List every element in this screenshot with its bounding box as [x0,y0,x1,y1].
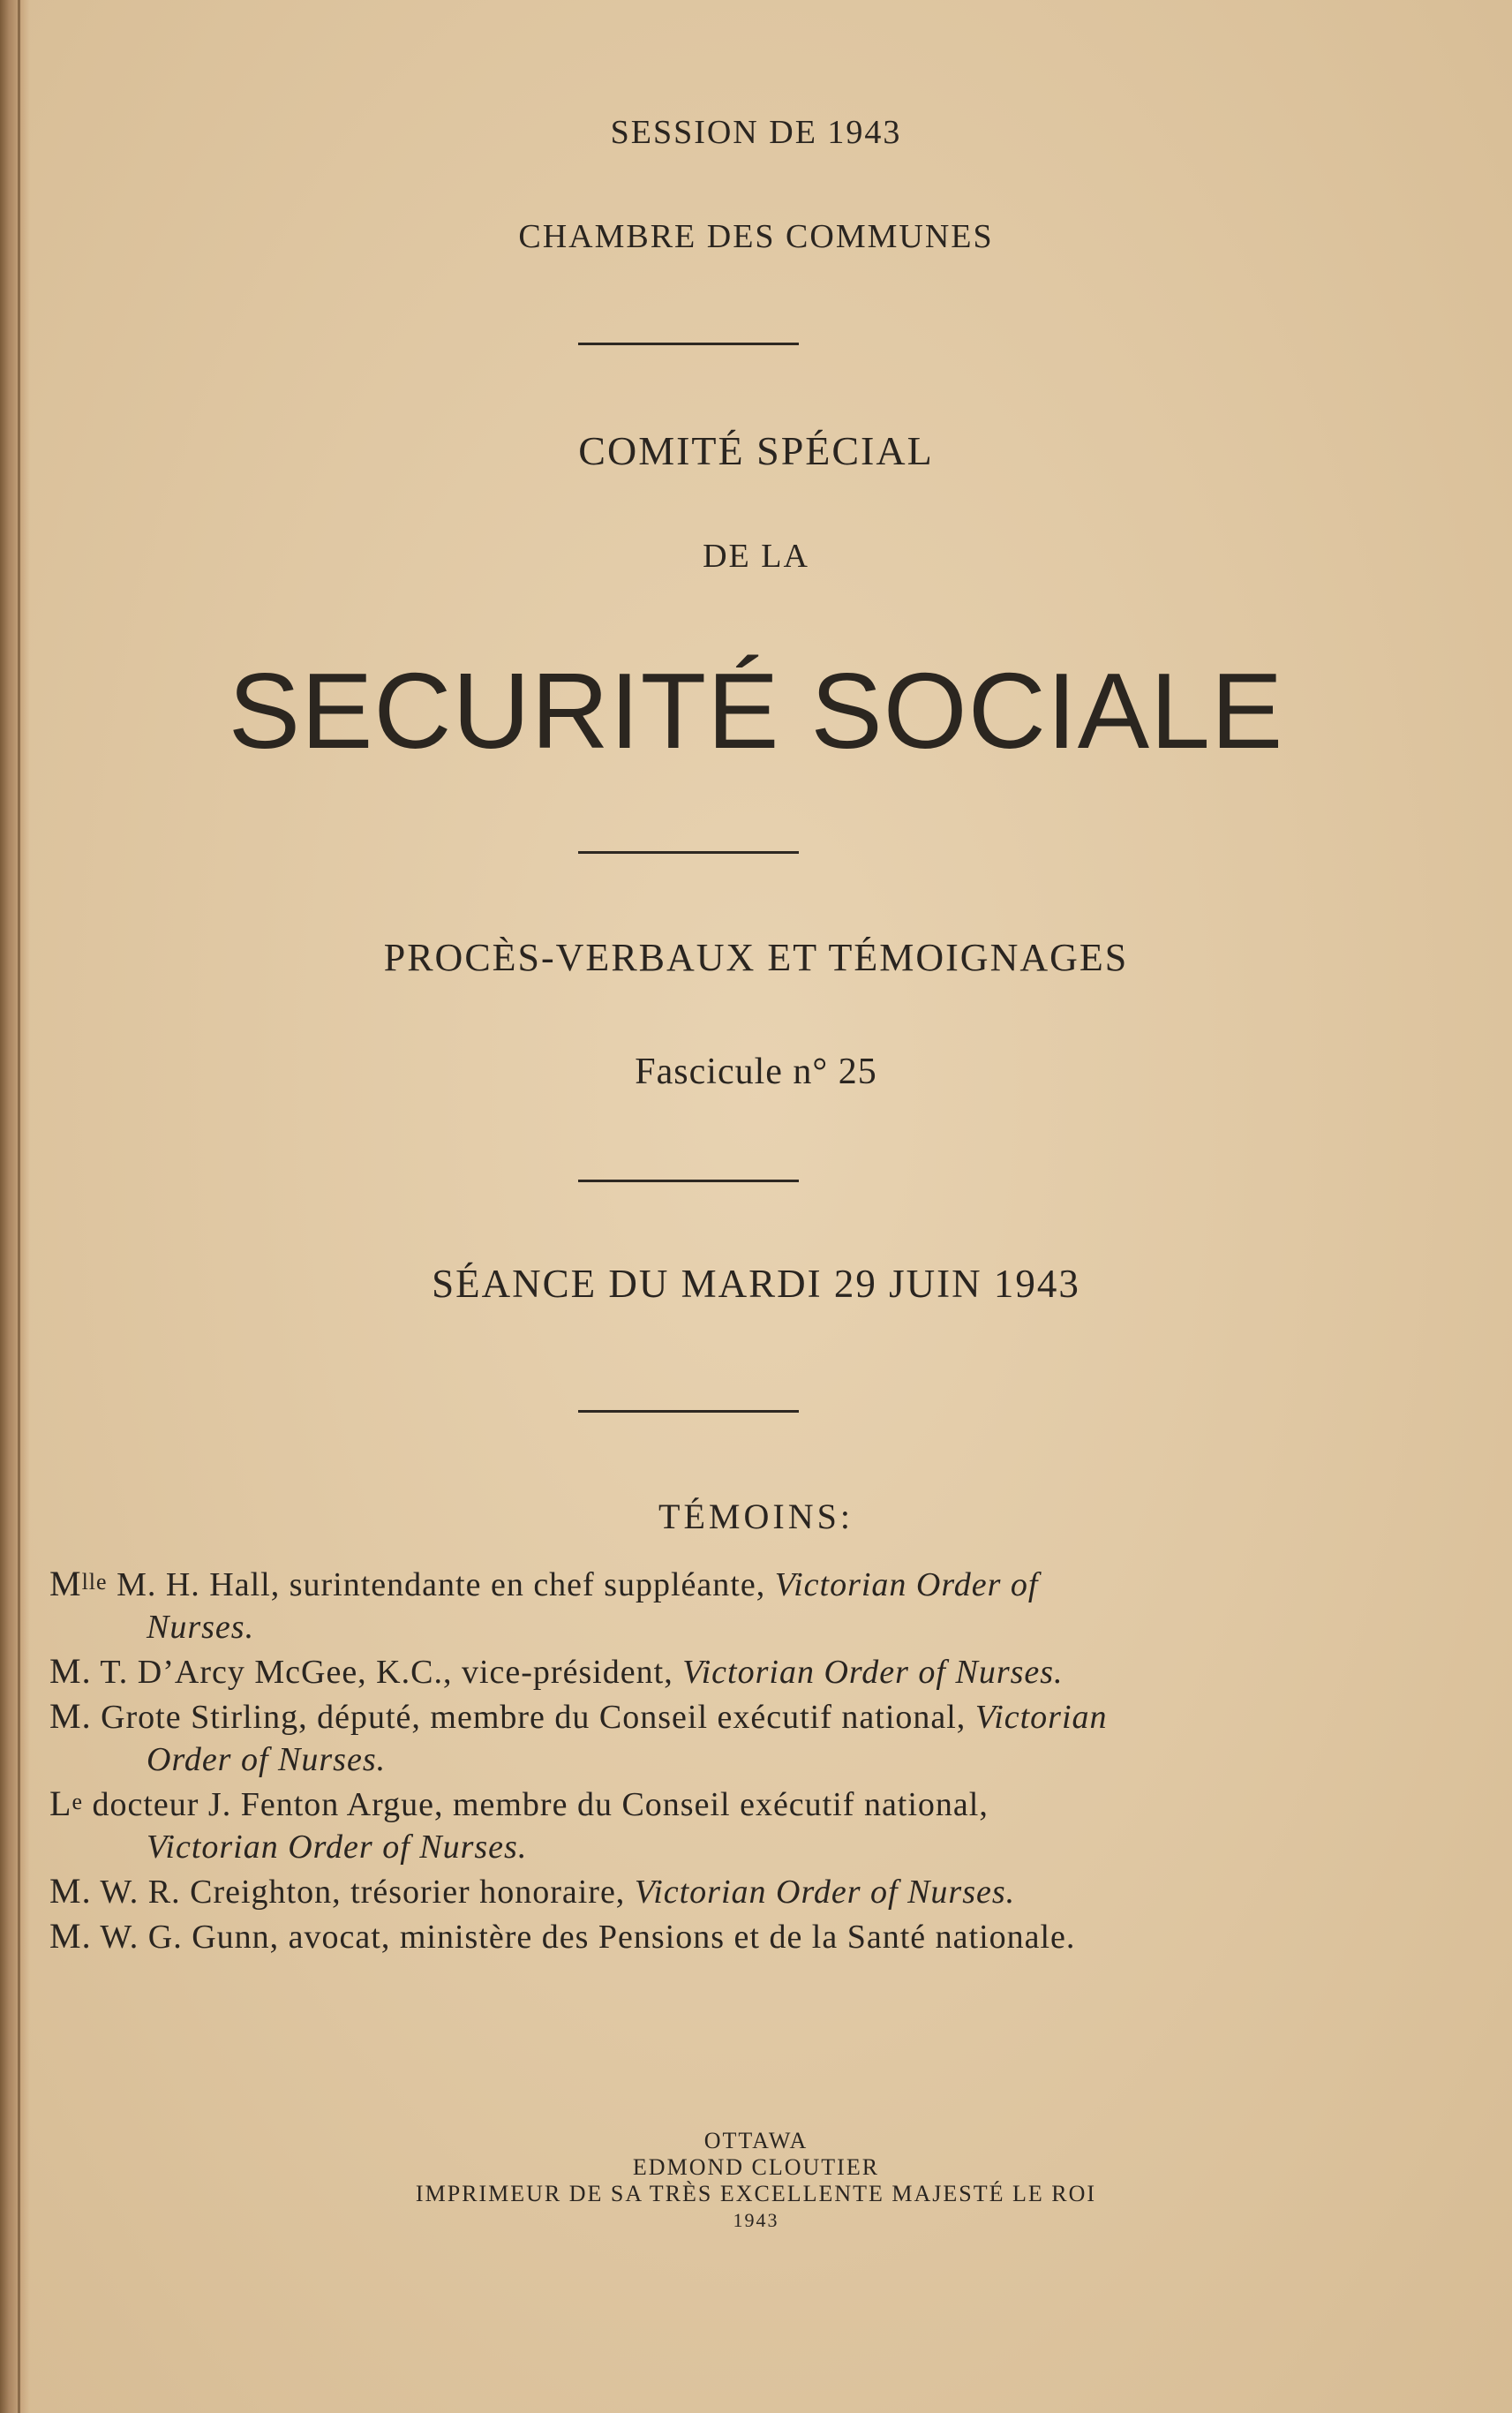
witness-honorific: M. [49,1916,92,1956]
witness-honorific: $M^{lle}$ [49,1564,108,1603]
witness-organization: Victorian Order of Nurses. [682,1654,1064,1691]
witness-text [49,1563,1038,1606]
witness-first-line [49,1870,1356,1913]
witness-honorific: M. [49,1651,92,1691]
imprint-printer: EDMOND CLOUTIER [632,2154,880,2180]
witness-honorific: Le [49,1783,83,1823]
witness-text [49,1650,1064,1693]
witness-honorific: M. [49,1696,92,1736]
witness-honorific: M. [49,1871,92,1911]
witness-organization: Victorian [974,1699,1108,1736]
witness-continuation: Nurses. [147,1609,255,1646]
imprint-city: OTTAWA [703,2128,809,2153]
witness-text [49,1783,989,1826]
binding-crease [18,0,20,2413]
imprint-year: 1943 [733,2209,779,2231]
committee-line: COMITÉ SPÉCIAL [578,428,934,473]
witness-name-role: Grote Stirling, député, membre du Conseil exécutif national, [101,1699,967,1736]
session-line: SESSION DE 1943 [610,114,902,151]
witness-name-role: W. G. Gunn, avocat, ministère des Pensions et de la Santé nationale. [100,1919,1076,1956]
witness-text [49,1915,1075,1958]
witness-continuation: Order of Nurses. [147,1741,387,1778]
witness-entry [49,1563,1356,1648]
witness-organization: Victorian Order of [774,1566,1039,1603]
witness-name-role: M. H. Hall, surintendante en chef suppléante, [117,1566,766,1603]
witness-entry [49,1783,1356,1868]
sitting-date: SÉANCE DU MARDI 29 JUIN 1943 [432,1262,1080,1306]
witness-first-line [49,1695,1356,1738]
proceedings-heading: PROCÈS-VERBAUX ET TÉMOIGNAGES [383,936,1129,979]
imprint-block [0,2128,1512,2234]
fascicule-number: Fascicule n° 25 [635,1052,877,1092]
witness-first-line [49,1783,1356,1826]
witness-text [49,1695,1108,1738]
imprint-title: IMPRIMEUR DE SA TRÈS EXCELLENTE MAJESTÉ LE ROI [415,2181,1097,2206]
divider-rule [578,1410,799,1413]
witness-name-role: T. D’Arcy McGee, K.C., vice-président, [100,1654,673,1691]
chamber-line: CHAMBRE DES COMMUNES [518,218,994,255]
committee-of-line: DE LA [703,538,809,575]
witness-organization: Victorian Order of Nurses. [634,1874,1016,1911]
witness-name-role: W. R. Creighton, trésorier honoraire, [100,1874,626,1911]
witness-text [49,1870,1015,1913]
divider-rule [578,851,799,854]
book-binding-edge [0,0,30,2413]
witness-first-line [49,1915,1356,1958]
witness-continuation: Victorian Order of Nurses. [147,1829,528,1866]
divider-rule [578,1180,799,1182]
document-title: SECURITÉ SOCIALE [228,651,1284,771]
witnesses-heading: TÉMOINS: [658,1497,854,1536]
witness-entry [49,1650,1356,1693]
witness-first-line [49,1650,1356,1693]
witness-name-role: docteur J. Fenton Argue, membre du Conseil exécutif national, [92,1786,989,1823]
witness-entry [49,1870,1356,1913]
witness-entry [49,1695,1356,1781]
witness-entry [49,1915,1356,1958]
divider-rule [578,343,799,345]
witness-list [49,1563,1356,1960]
witness-first-line [49,1563,1356,1606]
